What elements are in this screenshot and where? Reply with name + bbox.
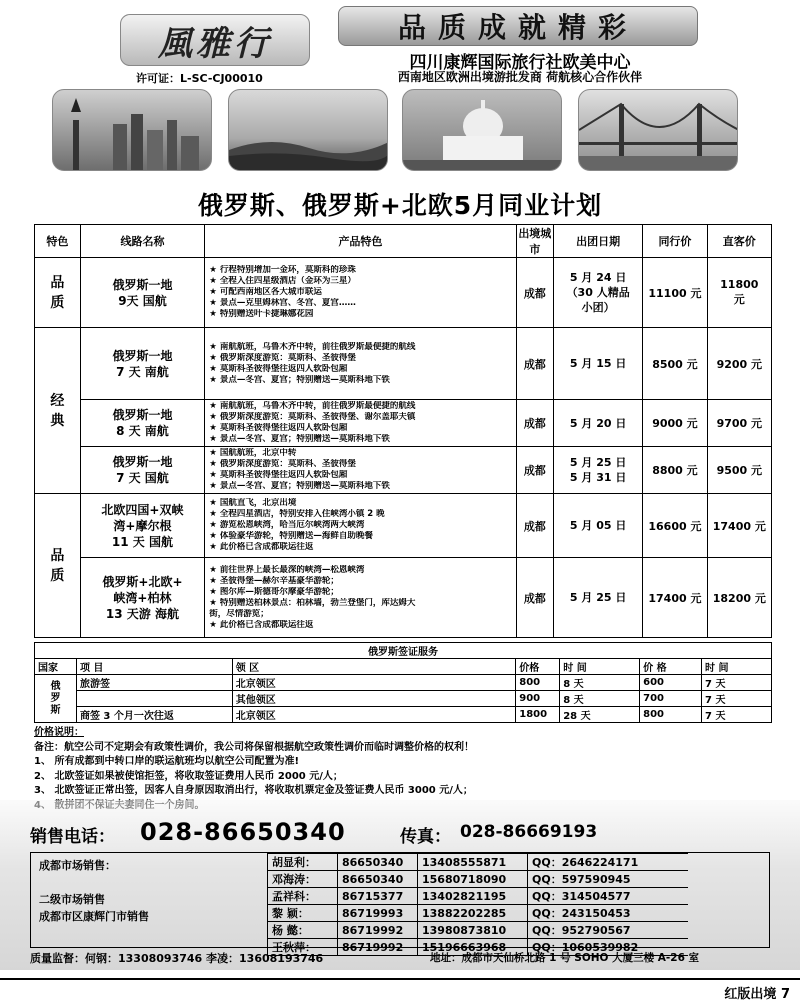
feature-list bbox=[205, 558, 516, 638]
visa-price: 800 bbox=[516, 675, 560, 691]
visa-title-row bbox=[35, 643, 772, 659]
visa-header-row bbox=[35, 659, 772, 675]
feature-item: ★ 南航航班，乌鲁木齐中转，前往俄罗斯最便捷的航线 bbox=[209, 341, 416, 352]
region-label: 成都市场销售： bbox=[39, 859, 116, 872]
contact-qq: QQ：2646224171 bbox=[528, 854, 688, 871]
contacts-box bbox=[30, 852, 770, 954]
departure-city: 成都 bbox=[516, 447, 553, 494]
departure-date: 5 月 24 日 （30 人精品 小团） bbox=[554, 258, 643, 328]
contact-tel: 86715377 bbox=[338, 888, 418, 905]
category-quality: 品 质 bbox=[35, 258, 81, 328]
contact-name: 黎 颖： bbox=[268, 905, 338, 922]
contact-name: 杨 懿： bbox=[268, 922, 338, 939]
visa-table bbox=[34, 642, 772, 723]
visa-header-time-2: 时 间 bbox=[702, 659, 772, 675]
visa-row bbox=[35, 691, 772, 707]
visa-time-2: 7 天 bbox=[702, 707, 772, 723]
feature-item: ★ 特别赠送叶卡捷琳娜花园 bbox=[209, 309, 314, 319]
contact-name: 王秋萍： bbox=[268, 939, 338, 956]
feature-item: ★ 全程四星酒店，特别安排入住峡湾小镇 2 晚 bbox=[209, 509, 385, 519]
feature-item: ★ 莫斯科圣彼得堡往返四人软卧包厢 bbox=[209, 363, 348, 374]
visa-header-price: 价格 bbox=[516, 659, 560, 675]
route-name: 俄罗斯+北欧+ 峡湾+柏林 13 天游 海航 bbox=[80, 558, 205, 638]
photo-strip bbox=[52, 89, 742, 174]
visa-item bbox=[76, 691, 232, 707]
visa-title: 俄罗斯签证服务 bbox=[35, 643, 772, 659]
departure-city: 成都 bbox=[516, 258, 553, 328]
table-header-row bbox=[35, 225, 772, 258]
retail-price: 11800 元 bbox=[707, 258, 771, 328]
contact-row bbox=[268, 854, 688, 871]
route-name: 俄罗斯一地 9天 国航 bbox=[80, 258, 205, 328]
table-row bbox=[35, 558, 772, 638]
contact-mobile: 13402821195 bbox=[418, 888, 528, 905]
contact-mobile: 13882202285 bbox=[418, 905, 528, 922]
visa-time: 8 天 bbox=[560, 675, 640, 691]
contact-tel: 86650340 bbox=[338, 854, 418, 871]
page-number: 红版出境 7 bbox=[724, 987, 790, 1000]
header-city: 出境城市 bbox=[516, 225, 553, 258]
visa-header-time: 时 间 bbox=[560, 659, 640, 675]
route-name: 俄罗斯一地 8 天 南航 bbox=[80, 400, 205, 447]
route-name: 北欧四国+双峡 湾+摩尔根 11 天 国航 bbox=[80, 494, 205, 558]
table-row bbox=[35, 328, 772, 400]
notes-line: 1、 所有成都到中转口岸的联运航班均以航空公司配置为准! bbox=[34, 756, 299, 767]
header-feature: 特色 bbox=[35, 225, 81, 258]
company-tagline: 西南地区欧洲出境游批发商 荷航核心合作伙伴 bbox=[397, 70, 643, 84]
retail-price: 18200 元 bbox=[707, 558, 771, 638]
statue-of-liberty-photo bbox=[52, 89, 212, 171]
fax-number: 028-86669193 bbox=[460, 822, 598, 842]
visa-header-price-2: 价 格 bbox=[640, 659, 702, 675]
feature-list bbox=[205, 258, 516, 328]
visa-row bbox=[35, 675, 772, 691]
feature-item: ★ 南航航班，乌鲁木齐中转，前往俄罗斯最便捷的航线 bbox=[209, 401, 416, 411]
contact-qq: QQ：1060539982 bbox=[528, 939, 688, 956]
feature-item: ★ 此价格已含成都联运往返 bbox=[209, 542, 314, 552]
visa-price-2: 700 bbox=[640, 691, 702, 707]
feature-item: ★ 莫斯科圣彼得堡往返四人软卧包厢 bbox=[209, 470, 348, 480]
header-peer-price: 同行价 bbox=[643, 225, 707, 258]
quality-supervision: 质量监督：何钢：13308093746 李凌：13608193746 bbox=[30, 952, 324, 965]
contact-qq: QQ：243150453 bbox=[528, 905, 688, 922]
feature-item: 街，尽情游览； bbox=[209, 608, 269, 619]
departure-city: 成都 bbox=[516, 328, 553, 400]
visa-time: 8 天 bbox=[560, 691, 640, 707]
retail-price: 17400 元 bbox=[707, 494, 771, 558]
contact-row bbox=[268, 888, 688, 905]
feature-item: ★ 俄罗斯深度游览：莫斯科、圣彼得堡 bbox=[209, 352, 356, 363]
feature-item: ★ 此价格已含成都联运往返 bbox=[209, 619, 314, 630]
peer-price: 17400 元 bbox=[643, 558, 707, 638]
visa-header-region: 领 区 bbox=[232, 659, 516, 675]
contact-name: 胡显利： bbox=[268, 854, 338, 871]
slogan-banner: 品质成就精彩 bbox=[338, 6, 698, 46]
phone-label: 销售电话： bbox=[30, 827, 115, 847]
notes-heading: 价格说明： bbox=[34, 727, 84, 738]
feature-item: ★ 莫斯科圣彼得堡往返四人软卧包厢 bbox=[209, 423, 348, 433]
header-date: 出团日期 bbox=[554, 225, 643, 258]
feature-list bbox=[205, 494, 516, 558]
peer-price: 8500 元 bbox=[643, 328, 707, 400]
visa-price: 1800 bbox=[516, 707, 560, 723]
notes-line: 3、 北欧签证正常出签，因客人自身原因取消出行，将收取机票定金及签证费人民币 3000 元/人； bbox=[34, 785, 473, 796]
page-title: 俄罗斯、俄罗斯+北欧5月同业计划 bbox=[197, 191, 603, 220]
visa-header-country: 国家 bbox=[35, 659, 77, 675]
retail-price: 9500 元 bbox=[707, 447, 771, 494]
feature-item: ★ 景点—克里姆林宫、冬宫、夏宫…… bbox=[209, 298, 356, 308]
golden-gate-bridge-photo bbox=[578, 89, 738, 171]
notes-line: 2、 北欧签证如果被使馆拒签，将收取签证费用人民币 2000 元/人； bbox=[34, 770, 343, 782]
capitol-building-photo bbox=[402, 89, 562, 171]
feature-item: ★ 前往世界上最长最深的峡湾—松恩峡湾 bbox=[209, 564, 365, 575]
peer-price: 8800 元 bbox=[643, 447, 707, 494]
contact-name: 邓海涛： bbox=[268, 871, 338, 888]
contact-mobile: 15680718090 bbox=[418, 871, 528, 888]
notes-line: 备注：航空公司不定期会有政策性调价，我公司将保留根据航空政策性调价而临时调整价格的权利！ bbox=[34, 741, 474, 753]
peer-price: 16600 元 bbox=[643, 494, 707, 558]
category-quality-2: 品 质 bbox=[35, 494, 81, 638]
feature-item: ★ 国航航班，北京中转 bbox=[209, 448, 297, 458]
visa-price-2: 600 bbox=[640, 675, 702, 691]
feature-item: ★ 全程入住四星级酒店（金环为三星） bbox=[209, 276, 356, 286]
contact-mobile: 15196663968 bbox=[418, 939, 528, 956]
contact-mobile: 13980873810 bbox=[418, 922, 528, 939]
feature-item: ★ 景点—冬宫、夏宫；特别赠送—莫斯科地下铁 bbox=[209, 434, 390, 444]
feature-item: ★ 行程特别增加一金环，莫斯科的珍珠 bbox=[209, 265, 356, 275]
visa-region: 北京领区 bbox=[232, 707, 516, 723]
feature-list bbox=[205, 447, 516, 494]
logo-text: 風雅行 bbox=[158, 23, 272, 64]
region-label: 二级市场销售 bbox=[39, 893, 105, 906]
table-row bbox=[35, 447, 772, 494]
visa-region: 北京领区 bbox=[232, 675, 516, 691]
visa-price-2: 800 bbox=[640, 707, 702, 723]
feature-item: ★ 俄罗斯深度游览：莫斯科、圣彼得堡、谢尔盖耶夫镇 bbox=[209, 412, 416, 422]
departure-city: 成都 bbox=[516, 400, 553, 447]
contact-table bbox=[267, 853, 688, 956]
header-route: 线路名称 bbox=[80, 225, 205, 258]
feature-item: ★ 圣彼得堡—赫尔辛基豪华游轮； bbox=[209, 575, 339, 586]
visa-region: 其他领区 bbox=[232, 691, 516, 707]
departure-date: 5 月 15 日 bbox=[554, 328, 643, 400]
contact-tel: 86719992 bbox=[338, 922, 418, 939]
feature-item: ★ 国航直飞，北京出境 bbox=[209, 498, 297, 508]
office-address: 地址：成都市天仙桥北路 1 号 SOHO 大厦三楼 A-26 室 bbox=[430, 952, 700, 964]
contact-row bbox=[268, 871, 688, 888]
header-retail-price: 直客价 bbox=[707, 225, 771, 258]
visa-time: 28 天 bbox=[560, 707, 640, 723]
route-name: 俄罗斯一地 7 天 南航 bbox=[80, 328, 205, 400]
feature-item: ★ 游览松恩峡湾，哈当厄尔峡湾两大峡湾 bbox=[209, 520, 365, 530]
logo bbox=[120, 14, 310, 66]
visa-item: 旅游签 bbox=[76, 675, 232, 691]
departure-date: 5 月 05 日 bbox=[554, 494, 643, 558]
page-footer bbox=[0, 978, 800, 1000]
contact-tel: 86719992 bbox=[338, 939, 418, 956]
coastline-photo bbox=[228, 89, 388, 171]
contact-name: 孟祥科： bbox=[268, 888, 338, 905]
feature-item: ★ 可配西南地区各大城市联运 bbox=[209, 287, 322, 297]
itinerary-table bbox=[34, 224, 772, 638]
table-row bbox=[35, 400, 772, 447]
feature-item: ★ 景点—冬宫、夏宫；特别赠送—莫斯科地下铁 bbox=[209, 481, 390, 491]
peer-price: 11100 元 bbox=[643, 258, 707, 328]
retail-price: 9700 元 bbox=[707, 400, 771, 447]
contact-tel: 86650340 bbox=[338, 871, 418, 888]
feature-item: ★ 图尔库—斯德哥尔摩豪华游轮； bbox=[209, 586, 339, 597]
license-number: 许可证：L-SC-CJ00010 bbox=[136, 72, 263, 85]
feature-item: ★ 俄罗斯深度游览：莫斯科、圣彼得堡 bbox=[209, 459, 356, 469]
departure-date: 5 月 25 日 5 月 31 日 bbox=[554, 447, 643, 494]
peer-price: 9000 元 bbox=[643, 400, 707, 447]
category-classic: 经 典 bbox=[35, 328, 81, 494]
feature-item: ★ 特别赠送柏林景点：柏林墙，勃兰登堡门，库达姆大 bbox=[209, 597, 416, 608]
feature-list bbox=[205, 400, 516, 447]
route-name: 俄罗斯一地 7 天 国航 bbox=[80, 447, 205, 494]
departure-city: 成都 bbox=[516, 558, 553, 638]
visa-time-2: 7 天 bbox=[702, 691, 772, 707]
visa-price: 900 bbox=[516, 691, 560, 707]
feature-list bbox=[205, 328, 516, 400]
contact-tel: 86719993 bbox=[338, 905, 418, 922]
contact-mobile: 13408555871 bbox=[418, 854, 528, 871]
header bbox=[0, 0, 800, 88]
region-label bbox=[39, 876, 149, 893]
region-label: 成都市区康辉门市销售 bbox=[39, 910, 149, 923]
table-row bbox=[35, 258, 772, 328]
contact-row bbox=[268, 905, 688, 922]
contact-qq: QQ：952790567 bbox=[528, 922, 688, 939]
company-name: 四川康辉国际旅行社欧美中心 bbox=[409, 53, 631, 73]
contact-qq: QQ：597590945 bbox=[528, 871, 688, 888]
table-row bbox=[35, 494, 772, 558]
sales-regions bbox=[39, 859, 149, 927]
departure-date: 5 月 20 日 bbox=[554, 400, 643, 447]
contact-qq: QQ：314504577 bbox=[528, 888, 688, 905]
visa-country: 俄 罗 斯 bbox=[35, 675, 77, 723]
visa-item: 商签 3 个月一次往返 bbox=[76, 707, 232, 723]
departure-city: 成都 bbox=[516, 494, 553, 558]
sales-phone-line bbox=[30, 818, 770, 848]
fax-label: 传真： bbox=[400, 827, 451, 847]
visa-row bbox=[35, 707, 772, 723]
visa-time-2: 7 天 bbox=[702, 675, 772, 691]
retail-price: 9200 元 bbox=[707, 328, 771, 400]
feature-item: ★ 景点—冬宫、夏宫；特别赠送—莫斯科地下铁 bbox=[209, 374, 390, 385]
contact-row bbox=[268, 922, 688, 939]
header-product: 产品特色 bbox=[205, 225, 516, 258]
departure-date: 5 月 25 日 bbox=[554, 558, 643, 638]
visa-header-item: 项 目 bbox=[76, 659, 232, 675]
sales-phone: 028-86650340 bbox=[140, 818, 346, 846]
feature-item: ★ 体验豪华游轮，特别赠送—海鲜自助晚餐 bbox=[209, 531, 373, 541]
